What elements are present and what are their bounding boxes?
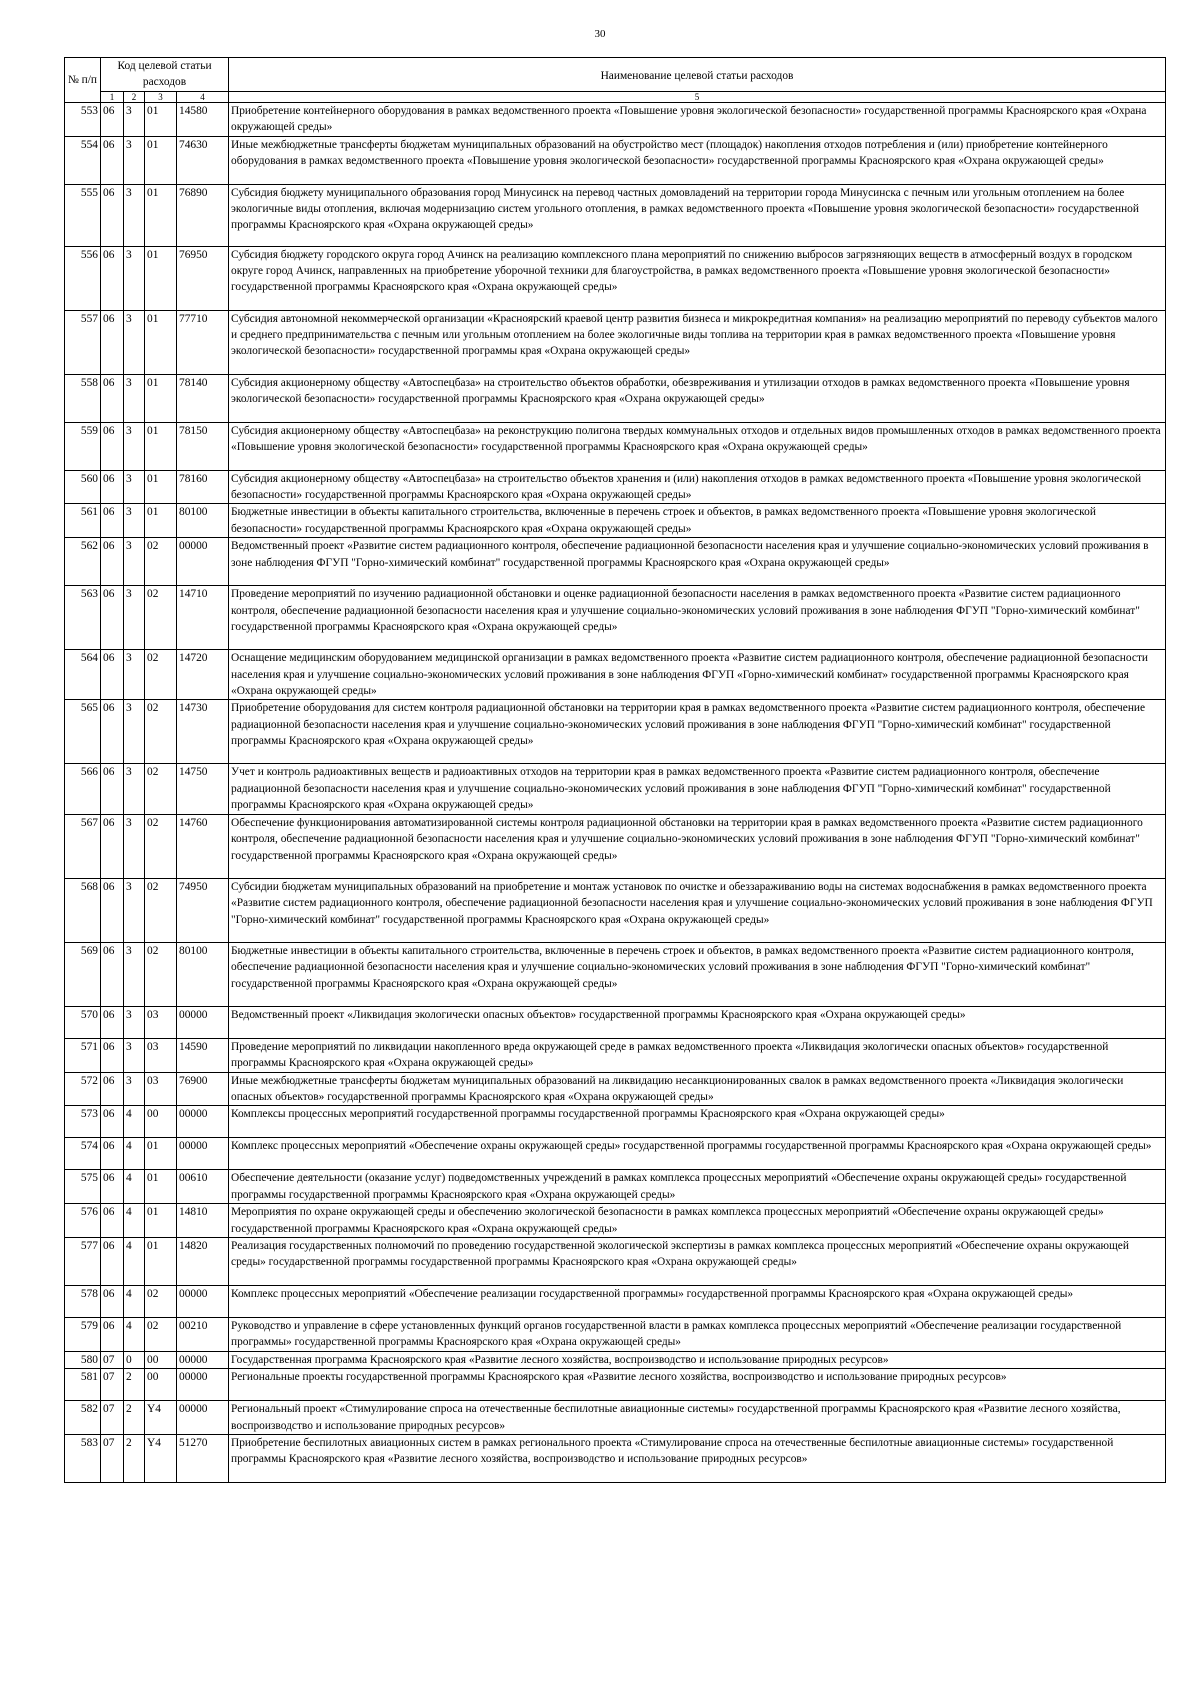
row-number: 575 xyxy=(65,1170,101,1204)
table-row xyxy=(65,1401,1166,1435)
code-part-4: 74630 xyxy=(177,136,229,184)
row-number: 582 xyxy=(65,1401,101,1435)
table-row xyxy=(65,1285,1166,1317)
expense-name: Субсидия бюджету городского округа город Ачинск на реализацию комплексного плана мероприятий по снижению выбросов загрязняющих веществ в атмосферный воздух в городском округе город Ачинск, направленных на приобретение уборочной техники для благоустройства, в рамках ведомственного проекта «Повышение уровня экологической безопасности» государственной программы Красноярского края «Охрана окружающей среды» xyxy=(229,246,1166,310)
code-part-3: 01 xyxy=(145,136,177,184)
code-part-1: 07 xyxy=(101,1434,124,1482)
table-row xyxy=(65,1138,1166,1170)
expense-name: Бюджетные инвестиции в объекты капитального строительства, включенные в перечень строек и объектов, в рамках ведомственного проекта «Развитие систем радиационного контроля, обеспечение радиационной безопасности населения края и улучшение социально-экономических условий проживания в зоне наблюдения ФГУП "Горно-химический комбинат" государственной программы Красноярского края «Охрана окружающей среды» xyxy=(229,942,1166,1006)
code-part-4: 14760 xyxy=(177,814,229,878)
code-part-1: 07 xyxy=(101,1351,124,1368)
code-part-4: 14750 xyxy=(177,764,229,814)
code-part-1: 06 xyxy=(101,136,124,184)
expense-name: Субсидия акционерному обществу «Автоспецбаза» на реконструкцию полигона твердых коммунальных отходов и отдельных видов промышленных отходов в рамках ведомственного проекта «Повышение уровня экологической безопасности» государственной программы Красноярского края «Охрана окружающей среды» xyxy=(229,422,1166,470)
code-part-3: 01 xyxy=(145,1237,177,1285)
code-part-2: 3 xyxy=(124,878,145,942)
table-row xyxy=(65,878,1166,942)
expense-name: Субсидии бюджетам муниципальных образований на приобретение и монтаж установок по очистке и обеззараживанию воды на системах водоснабжения в рамках ведомственного проекта «Развитие систем радиационного контроля, обеспечение радиационной безопасности населения края и улучшение социально-экономических условий проживания в зоне наблюдения ФГУП "Горно-химический комбинат" государственной программы Красноярского края «Охрана окружающей среды» xyxy=(229,878,1166,942)
column-index: 3 xyxy=(145,91,177,102)
expense-name: Мероприятия по охране окружающей среды и обеспечению экологической безопасности в рамках комплекса процессных мероприятий «Обеспечение охраны окружающей среды» государственной программы Красноярского края «Охрана окружающей среды» xyxy=(229,1204,1166,1238)
code-part-4: 00210 xyxy=(177,1317,229,1351)
code-part-1: 06 xyxy=(101,470,124,504)
code-part-4: 14580 xyxy=(177,102,229,136)
code-part-1: 07 xyxy=(101,1401,124,1435)
expense-name: Проведение мероприятий по ликвидации накопленного вреда окружающей среде в рамках ведомственного проекта «Ликвидация экологически опасных объектов» государственной программы Красноярского края «Охрана окружающей среды» xyxy=(229,1038,1166,1072)
code-part-4: 78140 xyxy=(177,374,229,422)
expense-name: Ведомственный проект «Развитие систем радиационного контроля, обеспечение радиационной безопасности населения края и улучшение социально-экономических условий проживания в зоне наблюдения ФГУП "Горно-химический комбинат" государственной программы Красноярского края «Охрана окружающей среды» xyxy=(229,538,1166,586)
code-part-1: 06 xyxy=(101,878,124,942)
expense-name: Региональные проекты государственной программы Красноярского края «Развитие лесного хозяйства, воспроизводство и использование природных ресурсов» xyxy=(229,1369,1166,1401)
code-part-4: 00000 xyxy=(177,1006,229,1038)
row-number: 560 xyxy=(65,470,101,504)
expense-name: Проведение мероприятий по изучению радиационной обстановки и оценке радиационной безопасности населения в рамках ведомственного проекта «Развитие систем радиационного контроля, обеспечение радиационной безопасности населения края и улучшение социально-экономических условий проживания в зоне наблюдения ФГУП "Горно-химический комбинат" государственной программы Красноярского края «Охрана окружающей среды» xyxy=(229,586,1166,650)
table-row xyxy=(65,1369,1166,1401)
code-part-4: 14710 xyxy=(177,586,229,650)
expense-name: Субсидия автономной некоммерческой организации «Красноярский краевой центр развития бизнеса и микрокредитная компания» на реализацию мероприятий по переводу субъектов малого и среднего предпринимательства с печным или угольным отоплением на более экологичные виды топлива на территории края в рамках ведомственного проекта «Повышение уровня экологической безопасности» государственной программы края «Охрана окружающей среды» xyxy=(229,310,1166,374)
header-name xyxy=(229,58,1166,103)
expense-name: Комплекс процессных мероприятий «Обеспечение реализации государственной программы» государственной программы Красноярского края «Охрана окружающей среды» xyxy=(229,1285,1166,1317)
code-part-2: 3 xyxy=(124,814,145,878)
code-part-2: 3 xyxy=(124,650,145,700)
code-part-2: 4 xyxy=(124,1138,145,1170)
code-part-4: 76890 xyxy=(177,184,229,246)
code-part-2: 2 xyxy=(124,1369,145,1401)
code-part-1: 06 xyxy=(101,1138,124,1170)
header-code: Код целевой статьи расходов xyxy=(101,58,229,92)
expense-name: Оснащение медицинским оборудованием медицинской организации в рамках ведомственного проекта «Развитие систем радиационного контроля, обеспечение радиационной безопасности населения края и улучшение социально-экономических условий проживания в зоне наблюдения ФГУП «Горно-химический комбинат» государственной программы Красноярского края «Охрана окружающей среды» xyxy=(229,650,1166,700)
table-row xyxy=(65,310,1166,374)
expense-name: Бюджетные инвестиции в объекты капитального строительства, включенные в перечень строек и объектов, в рамках ведомственного проекта «Повышение уровня экологической безопасности» государственной программы Красноярского края «Охрана окружающей среды» xyxy=(229,504,1166,538)
table-row xyxy=(65,504,1166,538)
table-row xyxy=(65,764,1166,814)
row-number: 562 xyxy=(65,538,101,586)
code-part-3: 00 xyxy=(145,1369,177,1401)
expense-name: Комплекс процессных мероприятий «Обеспечение охраны окружающей среды» государственной программы государственной программы Красноярского края «Охрана окружающей среды» xyxy=(229,1138,1166,1170)
row-number: 578 xyxy=(65,1285,101,1317)
expense-name: Государственная программа Красноярского края «Развитие лесного хозяйства, воспроизводство и использование природных ресурсов» xyxy=(229,1351,1166,1368)
row-number: 561 xyxy=(65,504,101,538)
row-number: 574 xyxy=(65,1138,101,1170)
row-number: 580 xyxy=(65,1351,101,1368)
header-row xyxy=(65,58,1166,92)
column-index: 5 xyxy=(229,91,1165,102)
code-part-2: 3 xyxy=(124,1006,145,1038)
row-number: 566 xyxy=(65,764,101,814)
code-part-4: 00000 xyxy=(177,1351,229,1368)
page-number: 30 xyxy=(594,28,606,40)
header-no: № п/п xyxy=(65,58,101,103)
code-part-2: 4 xyxy=(124,1106,145,1138)
code-part-1: 06 xyxy=(101,764,124,814)
code-part-1: 06 xyxy=(101,1170,124,1204)
code-part-4: 00000 xyxy=(177,1138,229,1170)
code-part-1: 06 xyxy=(101,422,124,470)
table-row xyxy=(65,1434,1166,1482)
code-part-3: 01 xyxy=(145,246,177,310)
code-part-2: 3 xyxy=(124,504,145,538)
row-number: 577 xyxy=(65,1237,101,1285)
code-part-2: 3 xyxy=(124,422,145,470)
row-number: 557 xyxy=(65,310,101,374)
table-row xyxy=(65,586,1166,650)
row-number: 559 xyxy=(65,422,101,470)
code-part-3: Y4 xyxy=(145,1434,177,1482)
code-part-1: 06 xyxy=(101,942,124,1006)
code-part-3: 01 xyxy=(145,1138,177,1170)
code-part-2: 4 xyxy=(124,1317,145,1351)
table-row xyxy=(65,1170,1166,1204)
table-row xyxy=(65,650,1166,700)
table-row xyxy=(65,1038,1166,1072)
expense-name: Комплексы процессных мероприятий государственной программы государственной программы Красноярского края «Охрана окружающей среды» xyxy=(229,1106,1166,1138)
row-number: 564 xyxy=(65,650,101,700)
code-part-4: 51270 xyxy=(177,1434,229,1482)
code-part-2: 3 xyxy=(124,310,145,374)
code-part-1: 06 xyxy=(101,102,124,136)
code-part-3: 02 xyxy=(145,942,177,1006)
code-part-1: 06 xyxy=(101,650,124,700)
code-part-2: 3 xyxy=(124,942,145,1006)
code-part-1: 06 xyxy=(101,1006,124,1038)
expense-name: Приобретение оборудования для систем контроля радиационной обстановки на территории края в рамках ведомственного проекта «Развитие систем радиационного контроля, обеспечение радиационной безопасности населения края и улучшение социально-экономических условий проживания в зоне наблюдения ФГУП "Горно-химический комбинат" государственной программы Красноярского края «Охрана окружающей среды» xyxy=(229,700,1166,764)
code-part-3: 02 xyxy=(145,764,177,814)
row-number: 572 xyxy=(65,1072,101,1106)
code-part-2: 3 xyxy=(124,1038,145,1072)
row-number: 583 xyxy=(65,1434,101,1482)
code-part-3: Y4 xyxy=(145,1401,177,1435)
code-part-2: 0 xyxy=(124,1351,145,1368)
table-row xyxy=(65,1204,1166,1238)
row-number: 556 xyxy=(65,246,101,310)
expense-name: Учет и контроль радиоактивных веществ и радиоактивных отходов на территории края в рамках ведомственного проекта «Развитие систем радиационного контроля, обеспечение радиационной безопасности населения края и улучшение социально-экономических условий проживания в зоне наблюдения ФГУП "Горно-химический комбинат" государственной программы Красноярского края «Охрана окружающей среды» xyxy=(229,764,1166,814)
code-part-3: 02 xyxy=(145,878,177,942)
table-row xyxy=(65,538,1166,586)
column-index: 1 xyxy=(101,91,124,102)
code-part-1: 06 xyxy=(101,586,124,650)
table-body xyxy=(65,102,1166,1482)
row-number: 579 xyxy=(65,1317,101,1351)
row-number: 567 xyxy=(65,814,101,878)
table-row xyxy=(65,1072,1166,1106)
expense-name: Субсидия бюджету муниципального образования город Минусинск на перевод частных домовладений на территории города Минусинска с печным или угольным отоплением на более экологичные виды отопления, включая модернизацию систем угольного отопления, в рамках ведомственного проекта «Повышение уровня экологической безопасности» государственной программы Красноярского края «Охрана окружающей среды» xyxy=(229,184,1166,246)
expense-name: Обеспечение деятельности (оказание услуг) подведомственных учреждений в рамках комплекса процессных мероприятий «Обеспечение охраны окружающей среды» государственной программы государственной программы Красноярского края «Охрана окружающей среды» xyxy=(229,1170,1166,1204)
code-part-2: 3 xyxy=(124,246,145,310)
code-part-1: 06 xyxy=(101,246,124,310)
code-part-3: 02 xyxy=(145,1285,177,1317)
code-part-4: 00000 xyxy=(177,1106,229,1138)
code-part-1: 06 xyxy=(101,504,124,538)
code-part-4: 74950 xyxy=(177,878,229,942)
expense-name: Региональный проект «Стимулирование спроса на отечественные беспилотные авиационные системы» государственной программы Красноярского края «Развитие лесного хозяйства, воспроизводство и использование природных ресурсов» xyxy=(229,1401,1166,1435)
row-number: 573 xyxy=(65,1106,101,1138)
code-part-2: 3 xyxy=(124,700,145,764)
row-number: 569 xyxy=(65,942,101,1006)
code-part-2: 4 xyxy=(124,1237,145,1285)
row-number: 581 xyxy=(65,1369,101,1401)
code-part-3: 00 xyxy=(145,1351,177,1368)
table-row xyxy=(65,1351,1166,1368)
code-part-4: 00000 xyxy=(177,1285,229,1317)
header-name-text: Наименование целевой статьи расходов xyxy=(600,69,794,82)
code-part-1: 06 xyxy=(101,374,124,422)
code-part-4: 76900 xyxy=(177,1072,229,1106)
code-part-2: 3 xyxy=(124,586,145,650)
row-number: 576 xyxy=(65,1204,101,1238)
code-part-4: 80100 xyxy=(177,504,229,538)
code-part-1: 06 xyxy=(101,1106,124,1138)
code-part-1: 07 xyxy=(101,1369,124,1401)
code-part-3: 02 xyxy=(145,586,177,650)
code-part-4: 14720 xyxy=(177,650,229,700)
code-part-1: 06 xyxy=(101,538,124,586)
code-part-1: 06 xyxy=(101,1317,124,1351)
code-part-4: 00610 xyxy=(177,1170,229,1204)
code-part-4: 00000 xyxy=(177,538,229,586)
code-part-4: 14590 xyxy=(177,1038,229,1072)
code-part-3: 02 xyxy=(145,700,177,764)
code-part-2: 4 xyxy=(124,1204,145,1238)
code-part-3: 00 xyxy=(145,1106,177,1138)
code-part-1: 06 xyxy=(101,1072,124,1106)
code-part-4: 77710 xyxy=(177,310,229,374)
row-number: 554 xyxy=(65,136,101,184)
row-number: 565 xyxy=(65,700,101,764)
code-part-1: 06 xyxy=(101,184,124,246)
expense-name: Ведомственный проект «Ликвидация экологически опасных объектов» государственной программы Красноярского края «Охрана окружающей среды» xyxy=(229,1006,1166,1038)
table-row xyxy=(65,1106,1166,1138)
code-part-2: 4 xyxy=(124,1170,145,1204)
table-row xyxy=(65,102,1166,136)
code-part-4: 80100 xyxy=(177,942,229,1006)
column-index: 4 xyxy=(177,91,229,102)
table-row xyxy=(65,470,1166,504)
code-part-4: 00000 xyxy=(177,1369,229,1401)
code-part-1: 06 xyxy=(101,1237,124,1285)
table-row xyxy=(65,246,1166,310)
row-number: 570 xyxy=(65,1006,101,1038)
row-number: 558 xyxy=(65,374,101,422)
table-row xyxy=(65,422,1166,470)
code-part-3: 02 xyxy=(145,814,177,878)
table-row xyxy=(65,1317,1166,1351)
code-part-1: 06 xyxy=(101,814,124,878)
code-part-2: 3 xyxy=(124,764,145,814)
code-part-4: 76950 xyxy=(177,246,229,310)
row-number: 553 xyxy=(65,102,101,136)
table-row xyxy=(65,700,1166,764)
code-part-3: 01 xyxy=(145,310,177,374)
table-row xyxy=(65,136,1166,184)
expense-name: Иные межбюджетные трансферты бюджетам муниципальных образований на обустройство мест (площадок) накопления отходов потребления и (или) приобретение контейнерного оборудования в рамках ведомственного проекта «Повышение уровня экологической безопасности» государственной программы Красноярского края «Охрана окружающей среды» xyxy=(229,136,1166,184)
code-part-1: 06 xyxy=(101,310,124,374)
row-number: 571 xyxy=(65,1038,101,1072)
column-index: 2 xyxy=(124,91,145,102)
table-row xyxy=(65,374,1166,422)
table-row xyxy=(65,1237,1166,1285)
table-row xyxy=(65,814,1166,878)
code-part-2: 3 xyxy=(124,538,145,586)
code-part-3: 01 xyxy=(145,422,177,470)
code-part-4: 14810 xyxy=(177,1204,229,1238)
table-row xyxy=(65,942,1166,1006)
code-part-2: 3 xyxy=(124,102,145,136)
code-part-4: 78160 xyxy=(177,470,229,504)
code-part-4: 14820 xyxy=(177,1237,229,1285)
expense-name: Руководство и управление в сфере установленных функций органов государственной власти в рамках комплекса процессных мероприятий «Обеспечение реализации государственной программы» государственной программы Красноярского края «Охрана окружающей среды» xyxy=(229,1317,1166,1351)
code-part-1: 06 xyxy=(101,1204,124,1238)
code-part-2: 3 xyxy=(124,1072,145,1106)
code-part-3: 01 xyxy=(145,1204,177,1238)
code-part-4: 78150 xyxy=(177,422,229,470)
code-part-3: 03 xyxy=(145,1038,177,1072)
expense-name: Приобретение контейнерного оборудования в рамках ведомственного проекта «Повышение уровня экологической безопасности» государственной программы Красноярского края «Охрана окружающей среды» xyxy=(229,102,1166,136)
code-part-3: 02 xyxy=(145,1317,177,1351)
code-part-3: 03 xyxy=(145,1006,177,1038)
expense-name: Приобретение беспилотных авиационных систем в рамках регионального проекта «Стимулирование спроса на отечественные беспилотные авиационные системы» государственной программы Красноярского края «Развитие лесного хозяйства, воспроизводство и использование природных ресурсов» xyxy=(229,1434,1166,1482)
code-part-1: 06 xyxy=(101,1285,124,1317)
code-part-3: 01 xyxy=(145,374,177,422)
code-part-3: 01 xyxy=(145,470,177,504)
code-part-1: 06 xyxy=(101,700,124,764)
code-part-2: 3 xyxy=(124,470,145,504)
expense-name: Субсидия акционерному обществу «Автоспецбаза» на строительство объектов хранения и (или) накопления отходов в рамках ведомственного проекта «Повышение уровня экологической безопасности» государственной программы Красноярского края «Охрана окружающей среды» xyxy=(229,470,1166,504)
code-part-4: 00000 xyxy=(177,1401,229,1435)
row-number: 555 xyxy=(65,184,101,246)
code-part-3: 02 xyxy=(145,650,177,700)
row-number: 568 xyxy=(65,878,101,942)
table-row xyxy=(65,184,1166,246)
code-part-3: 01 xyxy=(145,102,177,136)
expense-name: Реализация государственных полномочий по проведению государственной экологической экспертизы в рамках комплекса процессных мероприятий «Обеспечение охраны окружающей среды» государственной программы государственной программы Красноярского края «Охрана окружающей среды» xyxy=(229,1237,1166,1285)
code-part-2: 2 xyxy=(124,1434,145,1482)
code-part-2: 2 xyxy=(124,1401,145,1435)
expense-name: Обеспечение функционирования автоматизированной системы контроля радиационной обстановки на территории края в рамках ведомственного проекта «Развитие систем радиационного контроля, обеспечение радиационной безопасности населения края и улучшение социально-экономических условий проживания в зоне наблюдения ФГУП "Горно-химический комбинат" государственной программы Красноярского края «Охрана окружающей среды» xyxy=(229,814,1166,878)
expense-name: Субсидия акционерному обществу «Автоспецбаза» на строительство объектов обработки, обезвреживания и утилизации отходов в рамках ведомственного проекта «Повышение уровня экологической безопасности» государственной программы Красноярского края «Охрана окружающей среды» xyxy=(229,374,1166,422)
code-part-3: 03 xyxy=(145,1072,177,1106)
code-part-3: 01 xyxy=(145,1170,177,1204)
code-part-1: 06 xyxy=(101,1038,124,1072)
budget-table xyxy=(64,57,1166,1483)
code-part-3: 01 xyxy=(145,184,177,246)
table-row xyxy=(65,1006,1166,1038)
code-part-2: 3 xyxy=(124,184,145,246)
code-part-3: 02 xyxy=(145,538,177,586)
expense-name: Иные межбюджетные трансферты бюджетам муниципальных образований на ликвидацию несанкционированных свалок в рамках ведомственного проекта «Ликвидация экологически опасных объектов» государственной программы Красноярского края «Охрана окружающей среды» xyxy=(229,1072,1166,1106)
code-part-2: 3 xyxy=(124,374,145,422)
code-part-2: 3 xyxy=(124,136,145,184)
row-number: 563 xyxy=(65,586,101,650)
code-part-4: 14730 xyxy=(177,700,229,764)
code-part-2: 4 xyxy=(124,1285,145,1317)
code-part-3: 01 xyxy=(145,504,177,538)
